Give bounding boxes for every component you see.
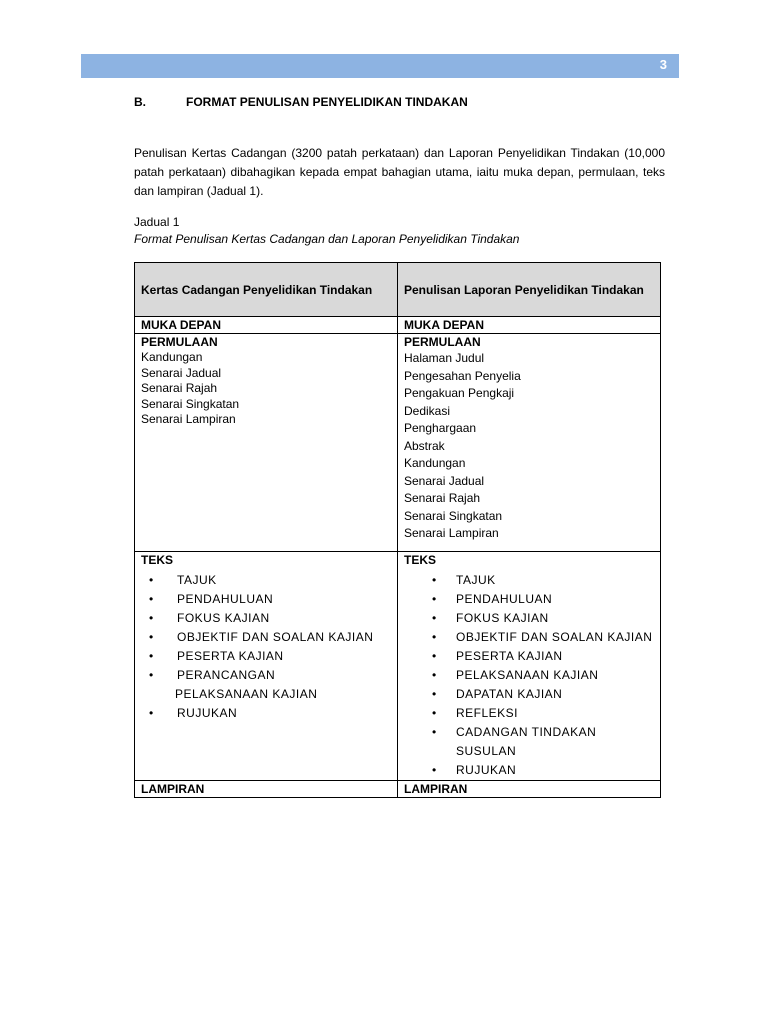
list-item: • FOKUS KAJIAN [141,609,391,628]
list-item: • OBJEKTIF DAN SOALAN KAJIAN [141,628,391,647]
list-item: Senarai Jadual [141,365,222,380]
table-header-right: Penulisan Laporan Penyelidikan Tindakan [398,263,661,317]
teks-left-title: TEKS [141,553,174,567]
list-item-continuation: PELAKSANAAN KAJIAN [175,687,318,701]
list-item: Senarai Lampiran [404,526,499,540]
permulaan-right-title: PERMULAAN [404,335,481,349]
muka-depan-left: MUKA DEPAN [135,317,398,334]
list-item: • PESERTA KAJIAN [141,647,391,666]
list-item: Abstrak [404,438,445,453]
muka-depan-right: MUKA DEPAN [398,317,661,334]
list-item: • PELAKSANAAN KAJIAN [404,666,654,685]
list-item: • PENDAHULUAN [141,590,391,609]
table-row-permulaan [135,334,661,552]
list-item: Senarai Singkatan [404,508,503,523]
list-item: Senarai Jadual [404,473,485,488]
teks-right-cell [398,552,661,781]
permulaan-right-cell [398,334,661,552]
table-header-row [135,263,661,317]
list-item: • PESERTA KAJIAN [404,647,654,666]
permulaan-left-list [141,350,391,428]
list-item: • REFLEKSI [404,704,654,723]
list-item: • OBJEKTIF DAN SOALAN KAJIAN [404,628,654,647]
list-item: Senarai Singkatan [141,396,240,411]
table-row-lampiran [135,781,661,798]
header-bar [81,54,679,78]
permulaan-left-title: PERMULAAN [141,335,218,349]
list-item: Pengakuan Pengkaji [404,386,515,400]
table-caption-title: Format Penulisan Kertas Cadangan dan Laporan Penyelidikan Tindakan [134,232,520,246]
teks-right-list [404,571,654,780]
list-item: Dedikasi [404,403,451,418]
list-item: Kandungan [404,456,466,470]
format-table [134,262,661,798]
permulaan-right-list [404,350,654,543]
intro-paragraph: Penulisan Kertas Cadangan (3200 patah perkataan) dan Laporan Penyelidikan Tindakan (10,000 patah perkataan) dibahagikan kepada empat bahagian utama, iaitu muka depan, permulaan, teks dan lampiran (Jadual 1). [134,146,665,198]
list-item: Kandungan [141,350,203,364]
list-item-text: PERANCANGAN [177,668,276,682]
page-number: 3 [659,57,667,72]
list-item: • DAPATAN KAJIAN [404,685,654,704]
list-item: Senarai Lampiran [141,412,236,427]
list-item: • PENDAHULUAN [404,590,654,609]
teks-left-list [141,571,391,723]
table-caption-label: Jadual 1 [134,215,180,229]
teks-left-cell [135,552,398,781]
list-item: • TAJUK [141,571,391,590]
lampiran-right: LAMPIRAN [398,781,661,798]
list-item [141,666,391,704]
list-item: Senarai Rajah [404,491,481,505]
list-item: Pengesahan Penyelia [404,368,521,383]
list-item: • FOKUS KAJIAN [404,609,654,628]
list-item: Senarai Rajah [141,381,218,396]
lampiran-left: LAMPIRAN [135,781,398,798]
list-item: • CADANGAN TINDAKAN SUSULAN [404,723,654,761]
section-heading [134,95,468,109]
list-item: Halaman Judul [404,351,485,365]
table-row-teks [135,552,661,781]
table-row-muka-depan [135,317,661,334]
permulaan-left-cell [135,334,398,552]
list-item: • TAJUK [404,571,654,590]
list-item: Penghargaan [404,421,477,435]
list-item: • RUJUKAN [404,761,654,780]
section-title: FORMAT PENULISAN PENYELIDIKAN TINDAKAN [186,95,468,109]
list-item: • RUJUKAN [141,704,391,723]
teks-right-title: TEKS [404,553,437,567]
section-letter: B. [134,95,146,109]
table-header-left: Kertas Cadangan Penyelidikan Tindakan [135,263,398,317]
